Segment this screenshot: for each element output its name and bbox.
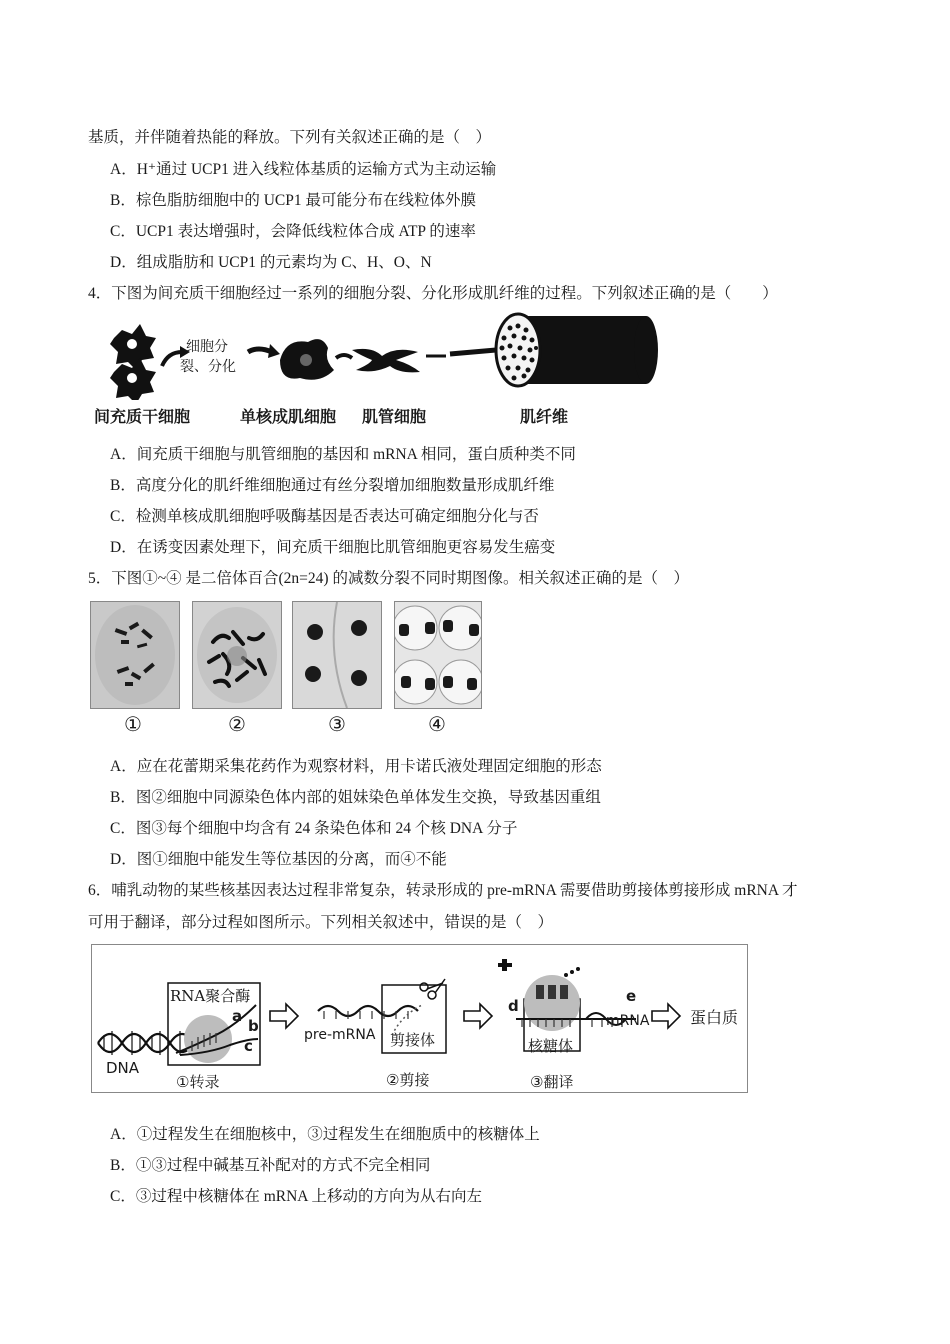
q3-option-d: D．组成脂肪和 UCP1 的元素均为 C、H、O、N xyxy=(110,254,432,271)
q3-option-c: C．UCP1 表达增强时，会降低线粒体合成 ATP 的速率 xyxy=(110,223,476,240)
arrow-icon xyxy=(248,349,272,352)
step1-label: ①转录 xyxy=(176,1073,220,1091)
q3-stem-tail: 基质，并伴随着热能的释放。下列有关叙述正确的是（ ） xyxy=(88,129,492,146)
meiosis-photo-1 xyxy=(90,601,180,709)
q4-arrow-text-1: 细胞分 xyxy=(186,339,228,355)
meiosis-photo-2 xyxy=(192,601,282,709)
spliceosome-label: 剪接体 xyxy=(390,1031,436,1049)
photo-label-3: ③ xyxy=(328,712,346,736)
hollow-arrow-icon xyxy=(270,1004,298,1028)
q4-option-b: B．高度分化的肌纤维细胞通过有丝分裂增加细胞数量形成肌纤维 xyxy=(110,477,555,494)
muscle-fiber-icon xyxy=(496,314,658,386)
q5-option-a: A．应在花蕾期采集花药作为观察材料，用卡诺氏液处理固定细胞的形态 xyxy=(110,758,602,775)
q5-option-d: D．图①细胞中能发生等位基因的分离，而④不能 xyxy=(110,851,447,868)
myotube-icon xyxy=(352,349,420,373)
trna-icon xyxy=(498,959,512,971)
q4-cell-differentiation-figure xyxy=(100,310,660,400)
q4-option-d: D．在诱变因素处理下，间充质干细胞比肌管细胞更容易发生癌变 xyxy=(110,539,556,556)
scissors-icon xyxy=(420,979,445,999)
q6-option-a: A．①过程发生在细胞核中，③过程发生在细胞质中的核糖体上 xyxy=(110,1126,540,1143)
q5-option-b: B．图②细胞中同源染色体内部的姐妹染色单体发生交换，导致基因重组 xyxy=(110,789,601,806)
mrna-label: mRNA xyxy=(606,1013,650,1029)
label-a: a xyxy=(232,1007,243,1025)
q4-arrow-text-2: 裂、分化 xyxy=(180,359,236,375)
q4-option-a: A．间充质干细胞与肌管细胞的基因和 mRNA 相同，蛋白质种类不同 xyxy=(110,446,576,463)
gene-expression-figure xyxy=(91,944,748,1093)
q4-label-myotube: 肌管细胞 xyxy=(362,407,427,426)
trna-icon xyxy=(536,985,568,999)
q6-stem-line1: 6．哺乳动物的某些核基因表达过程非常复杂，转录形成的 pre-mRNA 需要借助剪接体剪接形成 mRNA 才 xyxy=(88,882,798,899)
label-e: e xyxy=(626,987,637,1005)
q3-option-b: B．棕色脂肪细胞中的 UCP1 最可能分布在线粒体外膜 xyxy=(110,192,476,209)
q4-stem: 4．下图为间充质干细胞经过一系列的细胞分裂、分化形成肌纤维的过程。下列叙述正确的是（ ） xyxy=(88,285,778,302)
q6-option-c: C．③过程中核糖体在 mRNA 上移动的方向为从右向左 xyxy=(110,1188,483,1205)
hollow-arrow-icon xyxy=(464,1004,492,1028)
rna-polymerase-label: RNA聚合酶 xyxy=(170,987,251,1005)
pre-mrna-label: pre-mRNA xyxy=(304,1027,376,1043)
step2-label: ②剪接 xyxy=(386,1071,430,1089)
protein-label: 蛋白质 xyxy=(690,1008,739,1027)
photo-label-4: ④ xyxy=(428,712,446,736)
photo-label-2: ② xyxy=(228,712,246,736)
q4-option-c: C．检测单核成肌细胞呼吸酶基因是否表达可确定细胞分化与否 xyxy=(110,508,539,525)
label-c: c xyxy=(244,1037,253,1055)
label-d: d xyxy=(508,997,519,1015)
stem-cell-icon xyxy=(110,324,156,400)
hollow-arrow-icon xyxy=(652,1004,680,1028)
q4-label-stem-cell: 间充质干细胞 xyxy=(94,407,191,426)
photo-label-1: ① xyxy=(124,712,142,736)
q6-stem-line2: 可用于翻译，部分过程如图所示。下列相关叙述中，错误的是（ ） xyxy=(88,914,554,931)
q4-label-muscle-fiber: 肌纤维 xyxy=(520,407,569,426)
step3-label: ③翻译 xyxy=(530,1073,574,1091)
q3-option-a: A．H⁺通过 UCP1 进入线粒体基质的运输方式为主动运输 xyxy=(110,161,497,178)
q4-label-myoblast: 单核成肌细胞 xyxy=(240,407,337,426)
label-b: b xyxy=(248,1017,259,1035)
meiosis-photo-3 xyxy=(292,601,382,709)
q5-stem: 5．下图①~④ 是二倍体百合(2n=24) 的减数分裂不同时期图像。相关叙述正确的是（ ） xyxy=(88,570,689,587)
q5-option-c: C．图③每个细胞中均含有 24 条染色体和 24 个核 DNA 分子 xyxy=(110,820,518,837)
ribosome-label: 核糖体 xyxy=(528,1037,574,1055)
meiosis-photo-4 xyxy=(394,601,482,709)
dna-label: DNA xyxy=(106,1059,140,1077)
arrow-icon xyxy=(162,352,182,366)
q6-option-b: B．①③过程中碱基互补配对的方式不完全相同 xyxy=(110,1157,431,1174)
